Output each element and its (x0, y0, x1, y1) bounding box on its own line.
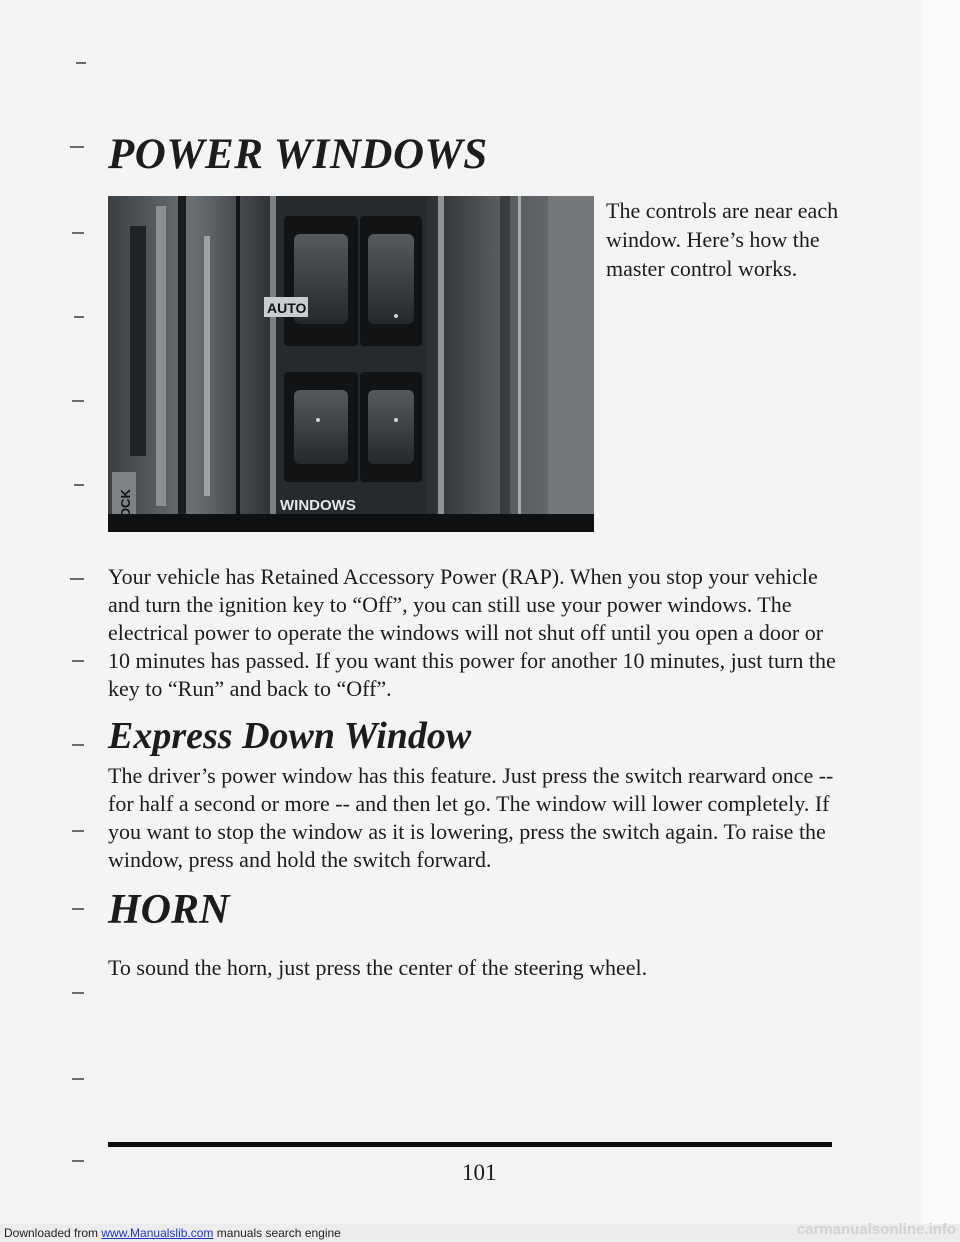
window-switch-photo (108, 196, 594, 532)
margin-mark (72, 908, 84, 910)
margin-mark (72, 744, 84, 746)
site-watermark: carmanualsonline.info (796, 1221, 956, 1238)
footer-rule (108, 1142, 832, 1147)
footer-suffix: manuals search engine (213, 1226, 341, 1240)
margin-mark (70, 578, 84, 580)
manualslib-link[interactable]: www.Manualslib.com (101, 1226, 214, 1240)
power-windows-heading: POWER WINDOWS (108, 131, 488, 178)
margin-mark (76, 62, 86, 64)
margin-mark (72, 660, 84, 662)
margin-mark (70, 146, 84, 148)
download-footer (4, 1226, 341, 1240)
controls-note: The controls are near each window. Here’s how the master control works. (606, 198, 839, 281)
margin-mark (72, 992, 84, 994)
express-down-paragraph: The driver’s power window has this feature. Just press the switch rearward once -- for half a second or more -- and then let go. The window will lower completely. If you want to stop the window as it is lowering, press the switch again. To raise the window, press and hold the switch forward. (108, 763, 834, 872)
margin-mark (72, 1078, 84, 1080)
margin-mark (74, 484, 84, 486)
footer-prefix: Downloaded from (4, 1226, 102, 1240)
page-edge (922, 0, 960, 1242)
windows-label: WINDOWS (280, 497, 356, 514)
auto-label: AUTO (267, 300, 307, 316)
margin-mark (72, 830, 84, 832)
page-number: 101 (462, 1160, 497, 1185)
horn-paragraph: To sound the horn, just press the center of the steering wheel. (108, 955, 648, 980)
rap-paragraph: Your vehicle has Retained Accessory Power (RAP). When you stop your vehicle and turn the ignition key to “Off”, you can still use your power windows. The electrical power to operate the windows will not shut off until you open a door or 10 minutes has passed. If you want this power for another 10 minutes, just turn the key to “Run” and back to “Off”. (108, 564, 836, 701)
lock-label: LOCK (118, 489, 133, 526)
horn-heading: HORN (108, 887, 230, 933)
express-down-heading: Express Down Window (108, 715, 472, 757)
margin-mark (74, 316, 84, 318)
margin-mark (72, 232, 84, 234)
margin-mark (72, 400, 84, 402)
margin-mark (72, 1160, 84, 1162)
